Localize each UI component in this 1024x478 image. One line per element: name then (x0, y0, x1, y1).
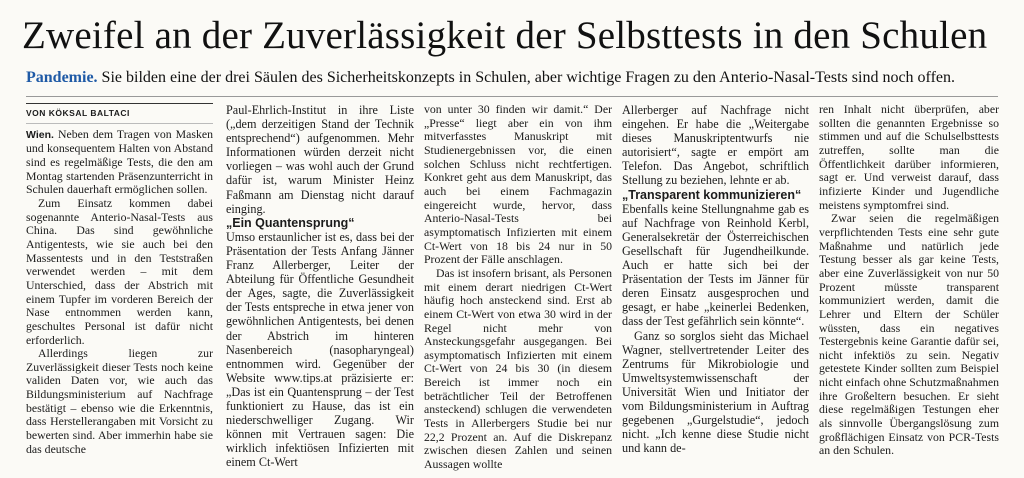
section-subhead: „Transparent kommunizieren“ (622, 187, 802, 202)
headline: Zweifel an der Zuverlässigkeit der Selbsttests in den Schulen (22, 14, 988, 57)
paragraph (26, 128, 213, 197)
paragraph: Das ist insofern brisant, als Personen mit einem derart niedrigen Ct-Wert häufig hoch ansteckend sind. Erst ab einem Ct-Wert von etwa 30 wird in der Regel nicht mehr von Ansteckungsgefahr ausgegangen. Bei asymptomatisch Infizierten mit einem Ct-Wert von 24 bis 30 (in diesem Bereich ist immer noch ein beträchtlicher Teil der Betroffenen ansteckend) schlugen die verwendeten Tests in Allerbergers Studie bei nur 22,2 Prozent an. Auf die Diskrepanz zwischen diesen Zahlen und seinen Aussagen wollte (424, 265, 612, 472)
column-5 (819, 103, 999, 458)
paragraph: Allerdings liegen zur Zuverlässigkeit dieser Tests noch keine validen Daten vor, wie auch das Bildungsministerium auf Nachfrage bestätigt – ebenso wie die Erkenntnis, dass Herstellerangaben mit Vorsicht zu bewerten sind. Aber immerhin habe sie das deutsche (26, 346, 213, 456)
column-2 (226, 103, 414, 469)
paragraph: Zwar seien die regelmäßigen verpflichtenden Tests eine sehr gute Maßnahme und natürlich jede Testung besser als gar keine Tests, aber eine Zuverlässigkeit von nur 50 Prozent müsste transparent kommuniziert werden, damit die Lehrer und Eltern der Schüler wüssten, dass ein negatives Testergebnis keine Garantie dafür sei, nicht infektiös zu sein. Negativ getestete Kinder sollten zum Beispiel nicht einfach ohne Schutzmaßnahmen ihre Großeltern besuchen. Er sieht diese regelmäßigen Testungen eher als sinnvolle Übergangslösung zum großflächigen Einsatz von PCR-Tests an den Schulen. (819, 211, 999, 458)
dateline: Wien. (26, 128, 54, 141)
paragraph: Zum Einsatz kommen dabei sogenannte Anterio-Nasal-Tests aus China. Das sind gewöhnliche Antigentests, wie sie auch bei den Massentests und in den Teststraßen verwendet werden – mit dem Unterschied, dass der Abstrich mit einem Tupfer im vorderen Bereich der Nase entnommen werden kann, geschultes Personal ist dafür nicht erforderlich. (26, 195, 213, 347)
kicker: Pandemie. (26, 69, 98, 86)
paragraph: Paul-Ehrlich-Institut in ihre Liste („dem derzeitigen Stand der Technik entsprechend“) aufgenommen. Mehr Informationen würden derzeit nicht vorliegen – was wohl auch der Grund dafür ist, warum Minister Heinz Faßmann am Dienstag nicht darauf einging. (226, 103, 414, 216)
paragraph: Ebenfalls keine Stellungnahme gab es auf Nachfrage von Reinhold Kerbl, Generalsekretär der Österreichischen Gesellschaft für Jugendheilkunde. Auch er hatte sich bei der Präsentation der Tests im Jänner für deren Einsatz ausgesprochen und gesagt, er habe „keinerlei Bedenken, dass der Test gefährlich sein könnte“. (622, 201, 809, 329)
column-3 (424, 103, 612, 472)
subheadline (26, 68, 1016, 88)
paragraph: ren Inhalt nicht überprüfen, aber sollten die genannten Ergebnisse so stimmen und auf die Schulselbsttests zutreffen, sollte man die Öffentlichkeit darüber informieren, sagt er. Und verweist darauf, dass infizierte Kinder und Jugendliche meistens symptomfrei sind. (819, 102, 999, 212)
column-1 (26, 103, 213, 456)
paragraph: Allerberger auf Nachfrage nicht eingehen. Er habe die „Weitergabe dieses Manuskriptentwurfs nie autorisiert“, sagte er empört am Telefon. Das Angebot, schriftlich Stellung zu beziehen, lehnte er ab. (622, 103, 809, 188)
subline-text: Sie bilden eine der drei Säulen des Sicherheitskonzepts in Schulen, aber wichtige Fragen zu den Anterio-Nasal-Tests sind noch offen. (101, 69, 956, 86)
paragraph: Umso erstaunlicher ist es, dass bei der Präsentation der Tests Anfang Jänner Franz Allerberger, Leiter der Abteilung für Öffentliche Gesundheit der Ages, sagte, die Zuverlässigkeit der Tests entspreche in etwa jener von gewöhnlichen Antigentests, bei denen der Abstrich im hinteren Nasenbereich (nasopharyngeal) entnommen wird. Gegenüber der Website www.tips.at präzisierte er: „Das ist ein Quantensprung – der Test funktioniert zu Hause, das ist ein niederschwelliger Zugang. Wir können mit Vertrauen sagen: Die wirklich infektiösen Infizierten mit einem Ct-Wert (226, 229, 414, 470)
divider (26, 96, 998, 97)
paragraph-text: Neben dem Tragen von Masken und konsequentem Halten von Abstand sind es regelmäßige Tests, die den am Montag startenden Präsenzunterricht in Schulen dauerhaft ermöglichen sollen. (26, 126, 214, 197)
section-subhead: „Ein Quantensprung“ (226, 215, 355, 230)
column-4 (622, 103, 809, 455)
paragraph: Ganz so sorglos sieht das Michael Wagner, stellvertretender Leiter des Zentrums für Mikrobiologie und Umweltsystemwissenschaft der Universität Wien und Initiator der vom Bildungsministerium in Auftrag gegebenen „Gurgelstudie“, jedoch nicht. „Ich kenne diese Studie nicht und kann de- (622, 328, 809, 456)
paragraph: von unter 30 finden wir damit.“ Der „Presse“ liegt aber ein von ihm mitverfasstes Manuskript mit Studienergebnissen vor, die einen solchen Schluss nicht rechtfertigen. Konkret geht aus dem Manuskript, das auch bei einem Fachmagazin eingereicht wurde, hervor, dass Anterio-Nasal-Tests bei asymptomatisch Infizierten mit einem Ct-Wert von 18 bis 24 nur in 50 Prozent der Fälle anschlagen. (424, 102, 612, 267)
byline: VON KÖKSAL BALTACI (26, 103, 213, 124)
